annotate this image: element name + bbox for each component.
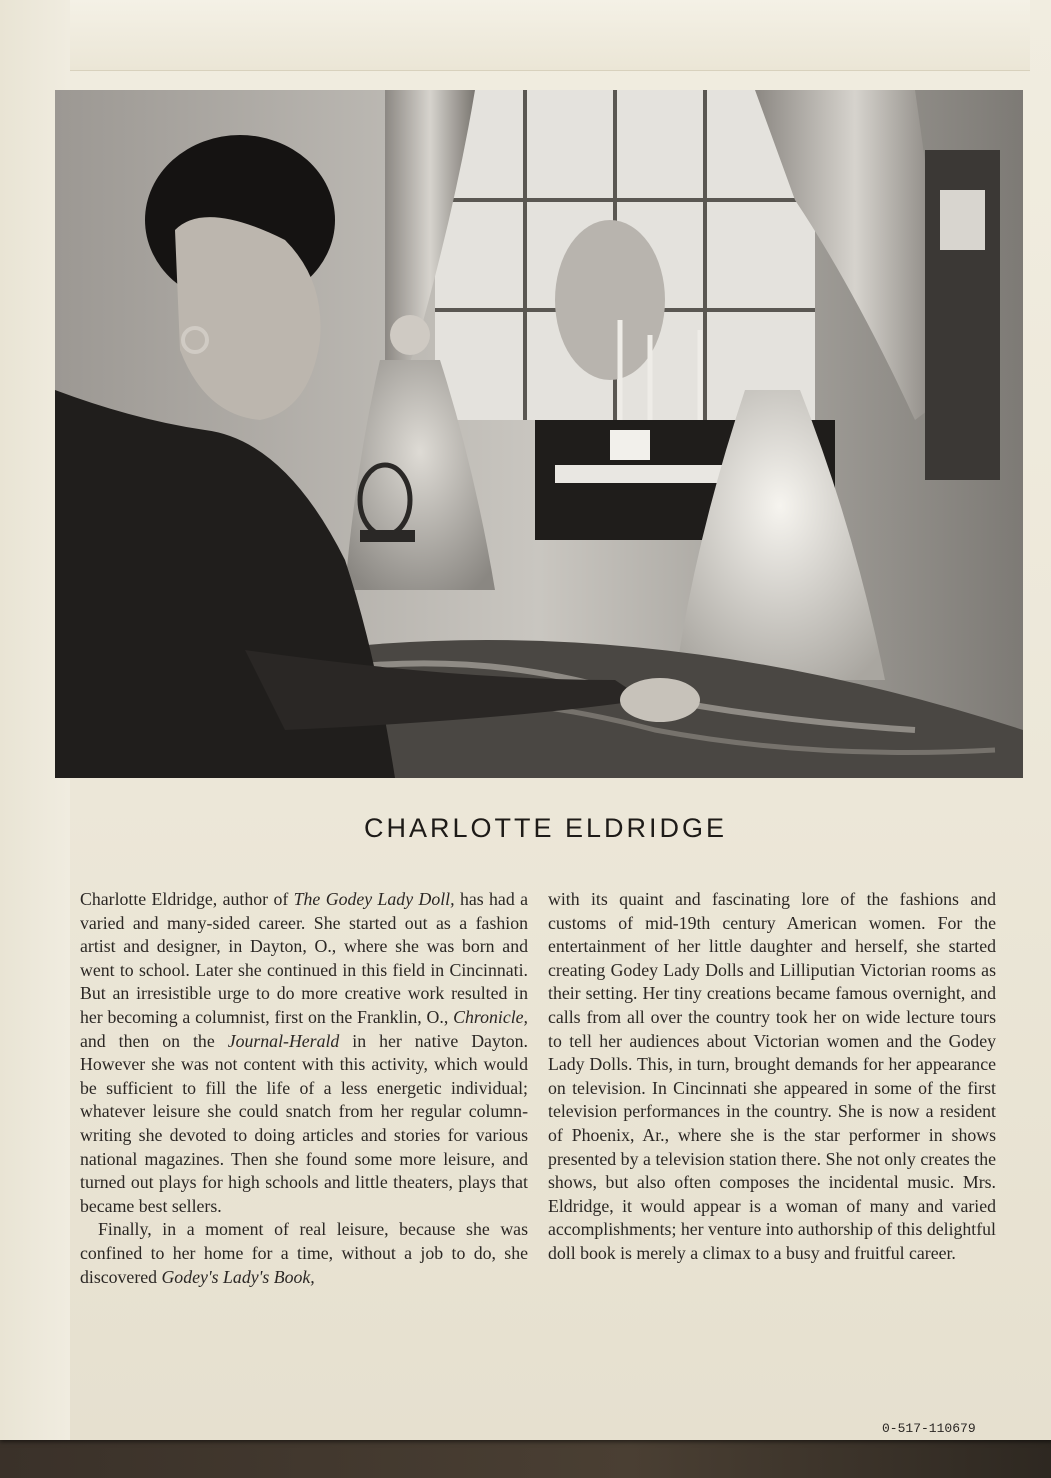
text-span: has had a varied and many-sided career. She started out as a fashion artist and designer, in Dayton, O., where she was born and went to school. Later she continued in this field in Cincinnati. But an irresistible urge to do more creative work resulted in her becoming a columnist, first on the Franklin, O., bbox=[80, 889, 528, 1027]
author-name-caption: CHARLOTTE ELDRIDGE bbox=[363, 813, 728, 843]
isbn-number: 0-517-110679 bbox=[882, 1421, 976, 1436]
text-span: Charlotte Eldridge, author of bbox=[80, 889, 294, 909]
book-title: Godey's Lady's Book, bbox=[161, 1266, 315, 1287]
text-span: Finally, in a moment of real leisure, because she was confined to her home for a time, without a job to do, she discovered bbox=[80, 1219, 528, 1287]
book-title: The Godey Lady Doll, bbox=[293, 889, 455, 909]
jacket-fold-top bbox=[70, 0, 1030, 71]
newspaper-title: Journal-Herald bbox=[227, 1030, 340, 1051]
text-span: in her native Dayton. However she was not content with this activity, which would be sufficient to fill the life of a less energetic individual; whatever leisure she could snatch from her regular column-writing she devoted to doing articles and stories for various national magazines. Then she found some more leisure, and turned out plays for high schools and little theaters, plays that became best sellers. bbox=[80, 1030, 528, 1216]
biography-left-column bbox=[80, 888, 528, 1289]
text-span: and then on the bbox=[80, 1030, 228, 1051]
biography-paragraph-2 bbox=[80, 1218, 528, 1289]
biography-paragraph-1 bbox=[80, 888, 528, 1218]
newspaper-title: Chronicle, bbox=[453, 1006, 528, 1027]
biography-paragraph-continued: with its quaint and fascinating lore of the fashions and customs of mid-19th century American women. For the entertainment of her little daughter and herself, she started creating Godey Lady Dolls and Lilliputian Victorian rooms as their setting. Her tiny creations became famous overnight, and calls from all over the country took her on wide lecture tours to tell her audiences about Victorian women and the Godey Lady Dolls. This, in turn, brought demands for her appearance on television. In Cincinnati she appeared in some of the first television performances in the country. She is now a resident of Phoenix, Ar., where she is the star performer in shows presented by a television station there. She not only creates the shows, but also often composes the incidental music. Mrs. Eldridge, it would appear is a woman of many and varied accomplishments; her venture into authorship of this delightful doll book is merely a climax to a busy and fruitful career. bbox=[548, 889, 996, 1263]
biography-right-column bbox=[548, 888, 996, 1266]
author-photo bbox=[55, 90, 1023, 778]
